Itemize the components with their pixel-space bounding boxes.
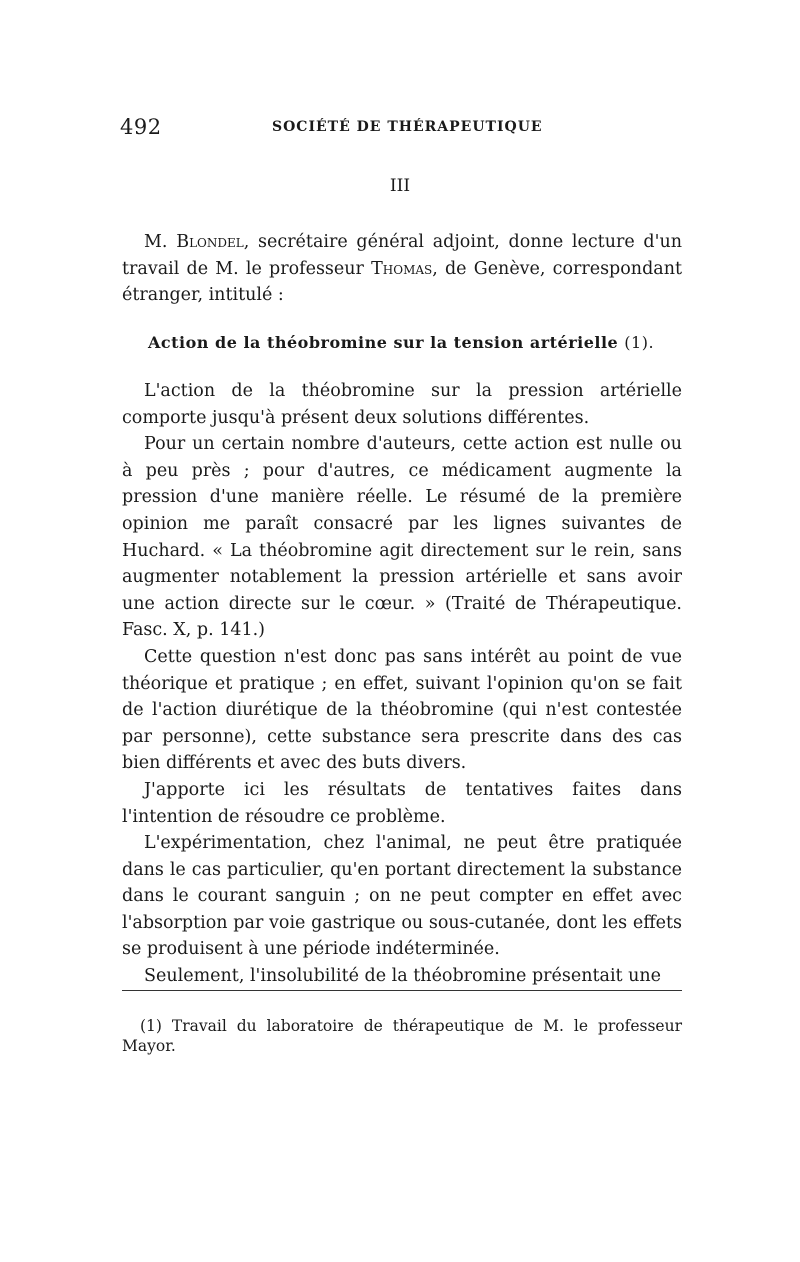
footnote-divider	[122, 990, 682, 991]
page-header	[120, 115, 680, 143]
intro-paragraph	[122, 229, 682, 309]
footnote-text: (1) Travail du laboratoire de thérapeutique de M. le professeur Mayor.	[122, 1017, 682, 1055]
section-number: III	[389, 176, 411, 196]
intro-prefix: M.	[144, 232, 177, 252]
paragraph: L'expérimentation, chez l'animal, ne peut être pratiquée dans le cas particulier, qu'en portant directement la substance dans le courant sanguin ; on ne peut compter en effet avec l'absorption par voie gastrique ou sous-cutanée, dont les effets se produisent à une période indéterminée.	[122, 833, 682, 960]
paragraph: J'apporte ici les résultats de tentatives faites dans l'intention de résoudre ce problème.	[122, 779, 682, 827]
page-number: 492	[120, 115, 162, 139]
article-title-text: Action de la théobromine sur la tension artérielle	[148, 333, 619, 352]
intro-middle: , secrétaire général adjoint, donne lecture d'un travail de M. le professeur	[122, 232, 682, 279]
paragraph: Pour un certain nombre d'auteurs, cette action est nulle ou à peu près ; pour d'autres, ce médicament augmente la pression d'une manière réelle. Le résumé de la première opinion me paraît consacré par les lignes suivantes de Huchard. « La théobromine agit directement sur le rein, sans augmenter notablement la pression artérielle et sans avoir une action directe sur le cœur. » (Traité de Thérapeutique. Fasc. X, p. 141.)	[122, 434, 682, 641]
footnote-reference: (1).	[624, 333, 655, 352]
intro-suffix: , de Genève, correspondant étranger, intitulé :	[122, 258, 683, 306]
paragraph: L'action de la théobromine sur la pression artérielle comporte jusqu'à présent deux solutions différentes.	[122, 381, 682, 428]
author-name-blondel: Blondel	[176, 232, 244, 252]
article-title	[148, 333, 654, 352]
author-name-thomas: Thomas	[371, 258, 433, 279]
running-title: SOCIÉTÉ DE THÉRAPEUTIQUE	[272, 119, 543, 135]
paragraph: Seulement, l'insolubilité de la théobromine présentait une	[144, 966, 662, 987]
article-body	[122, 378, 682, 990]
paragraph: Cette question n'est donc pas sans intérêt au point de vue théorique et pratique ; en effet, suivant l'opinion qu'on se fait de l'action diurétique de la théobromine (qui n'est contestée par personne), cette substance sera prescrite dans des cas bien différents et avec des buts divers.	[122, 646, 682, 774]
footnote	[122, 1016, 682, 1056]
